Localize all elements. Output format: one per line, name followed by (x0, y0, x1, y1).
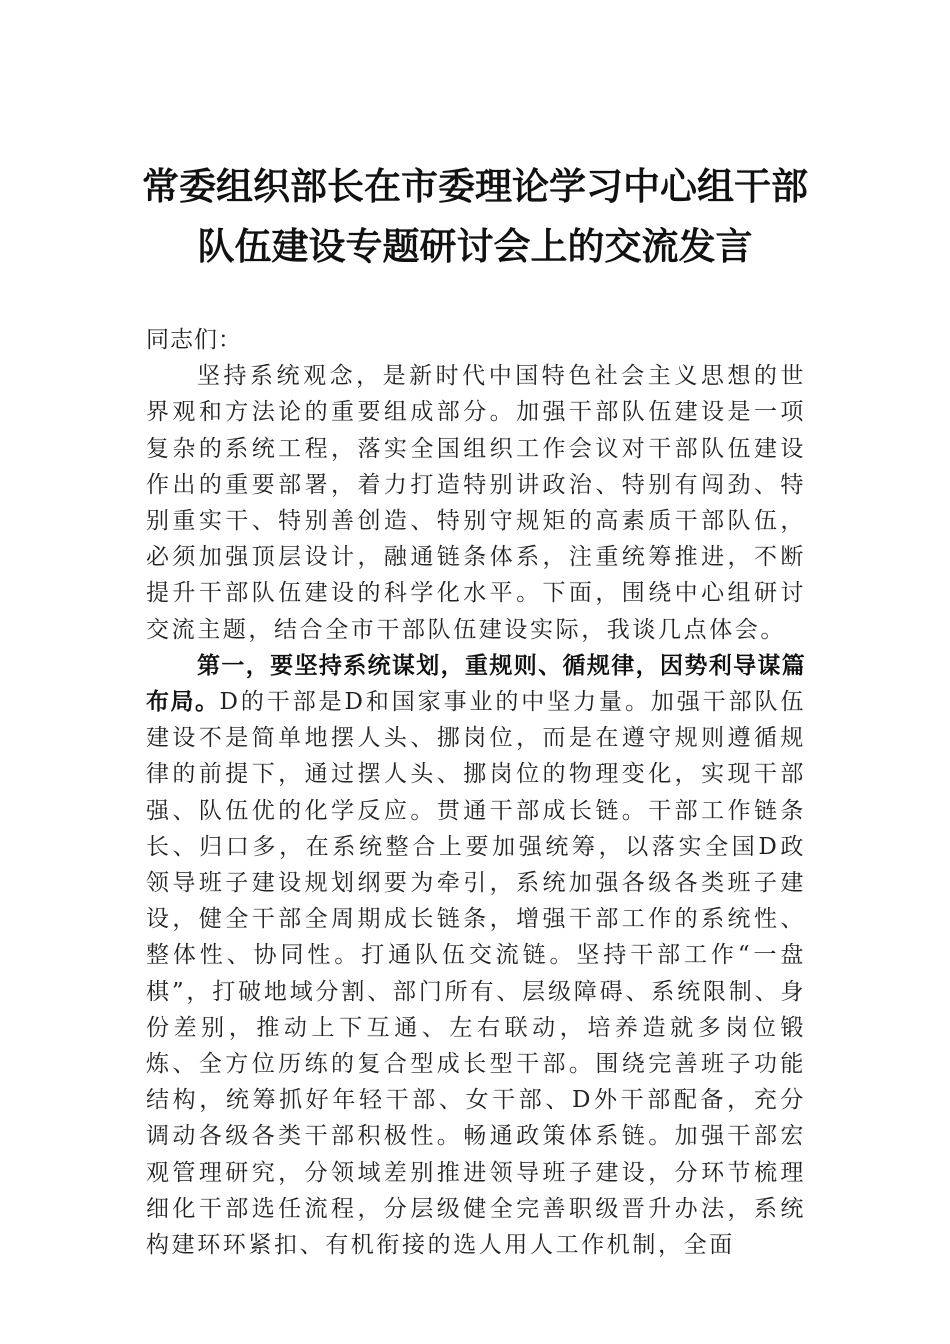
salutation: 同志们： (146, 327, 242, 353)
document-body (146, 322, 806, 1263)
paragraph-2-body: D的干部是D和国家事业的中坚力量。加强干部队伍建设不是简单地摆人头、挪岗位，而是在遵守规则遵循规律的前提下，通过摆人头、挪岗位的物理变化，实现干部强、队伍优的化学反应。贯通干部成长链。干部工作链条长、归口多，在系统整合上要加强统筹，以落实全国D政领导班子建设规划纲要为牵引，系统加强各级各类班子建设，健全干部全周期成长链条，增强干部工作的系统性、整体性、协同性。打通队伍交流链。坚持干部工作“一盘棋”，打破地域分割、部门所有、层级障碍、系统限制、身份差别，推动上下互通、左右联动，培养造就多岗位锻炼、全方位历练的复合型成长型干部。围绕完善班子功能结构，统筹抓好年轻干部、女干部、D外干部配备，充分调动各级各类干部积极性。畅通政策体系链。加强干部宏观管理研究，分领域差别推进领导班子建设，分环节梳理细化干部选任流程，分层级健全完善职级晋升办法，系统构建环环紧扣、有机衔接的选人用人工作机制，全面 (146, 689, 806, 1259)
paragraph-2 (146, 648, 806, 1263)
paragraph-2-lead: 第一，要坚持系统谋划，重规则、循规律，因势利导谋篇布局。 (146, 652, 806, 716)
paragraph-1: 坚持系统观念，是新时代中国特色社会主义思想的世界观和方法论的重要组成部分。加强干部队伍建设是一项复杂的系统工程，落实全国组织工作会议对干部队伍建设作出的重要部署，着力打造特别讲政治、特别有闯劲、特别重实干、特别善创造、特别守规矩的高素质干部队伍，必须加强顶层设计，融通链条体系，注重统筹推进，不断提升干部队伍建设的科学化水平。下面，围绕中心组研讨交流主题，结合全市干部队伍建设实际，我谈几点体会。 (146, 363, 806, 643)
title-line-1: 常委组织部长在市委理论学习中心组干部 (142, 164, 808, 208)
title-line-2: 队伍建设专题研讨会上的交流发言 (197, 224, 753, 268)
document-title (100, 156, 850, 276)
